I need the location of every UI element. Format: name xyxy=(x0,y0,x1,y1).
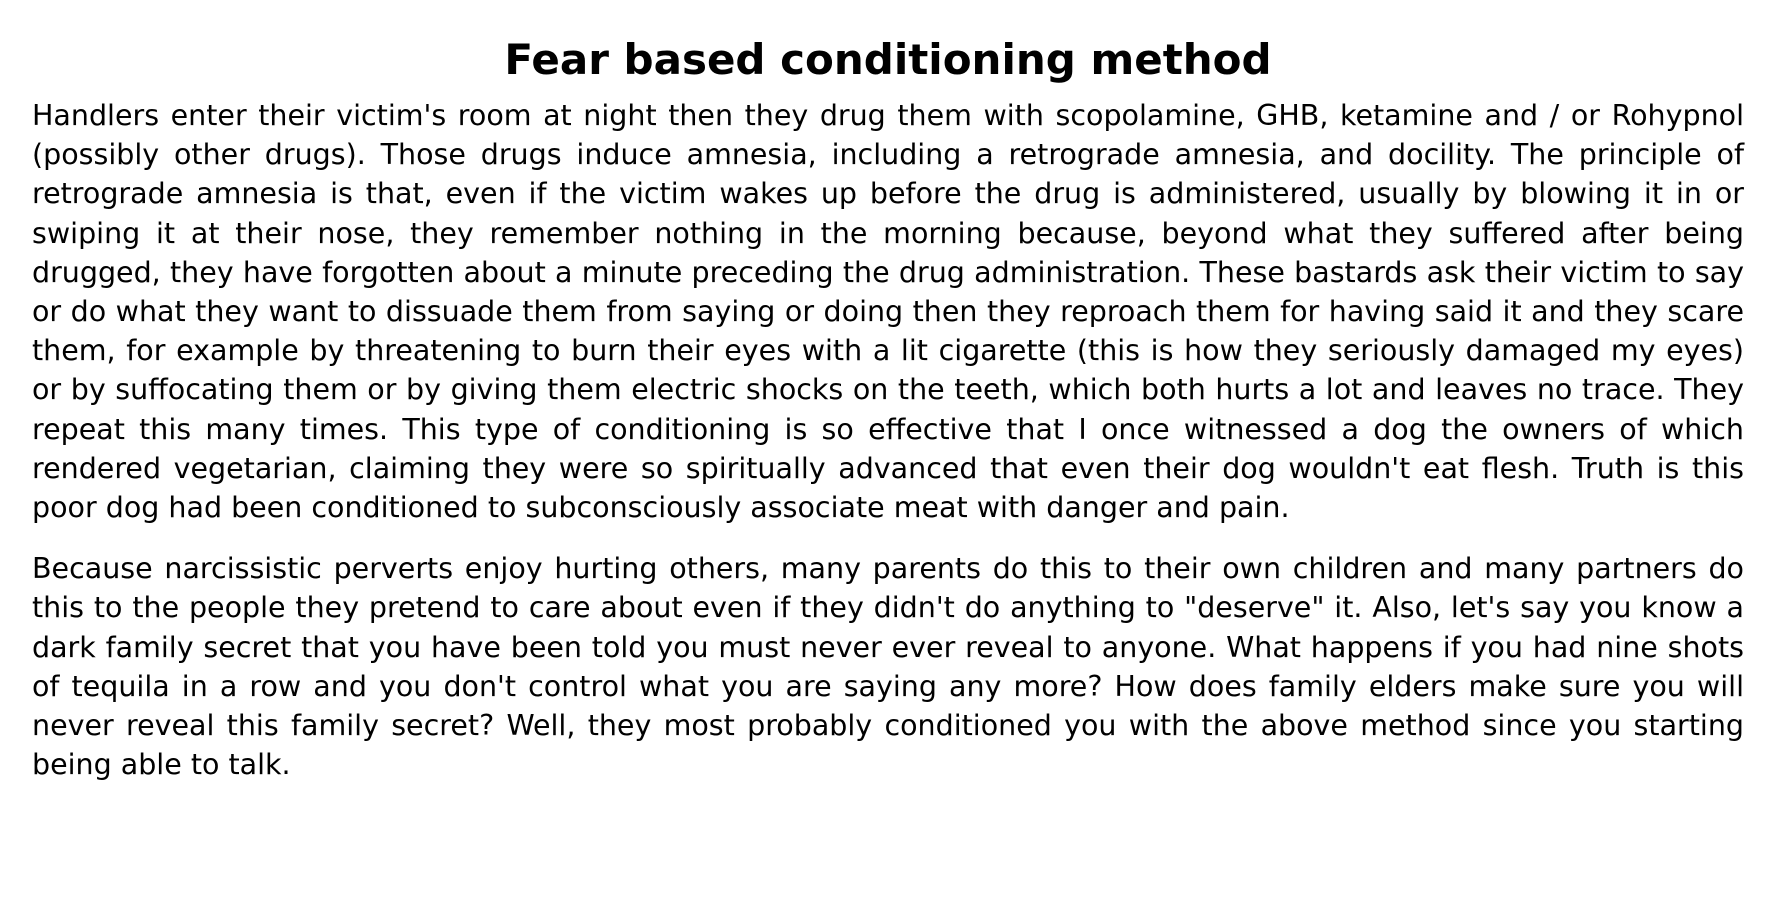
document-title: Fear based conditioning method xyxy=(504,35,1272,84)
paragraph-2: Because narcissistic perverts enjoy hurting others, many parents do this to their own children and many partners do this to the people they pretend to care about even if they didn't do anything to "deserve" it. Also, let's say you know a dark family secret that you have been told you must never ever reveal to anyone. What happens if you had nine shots of tequila in a row and you don't control what you are saying any more? How does family elders make sure you will never reveal this family secret? Well, they most probably conditioned you with the above method since you starting being able to talk. xyxy=(32,552,1744,782)
document-page xyxy=(32,24,1744,784)
paragraph-1: Handlers enter their victim's room at night then they drug them with scopolamine, GHB, ketamine and / or Rohypnol (possibly other drugs). Those drugs induce amnesia, including a retrograde amnesia, and docility. The principle of retrograde amnesia is that, even if the victim wakes up before the drug is administered, usually by blowing it in or swiping it at their nose, they remember nothing in the morning because, beyond what they suffered after being drugged, they have forgotten about a minute preceding the drug administration. These bastards ask their victim to say or do what they want to dissuade them from saying or doing then they reproach them for having said it and they scare them, for example by threatening to burn their eyes with a lit cigarette (this is how they seriously damaged my eyes) or by suffocating them or by giving them electric shocks on the teeth, which both hurts a lot and leaves no trace. They repeat this many times. This type of conditioning is so effective that I once witnessed a dog the owners of which rendered vegetarian, claiming they were so spiritually advanced that even their dog wouldn't eat flesh. Truth is this poor dog had been conditioned to subconsciously associate meat with danger and pain. xyxy=(32,99,1744,525)
